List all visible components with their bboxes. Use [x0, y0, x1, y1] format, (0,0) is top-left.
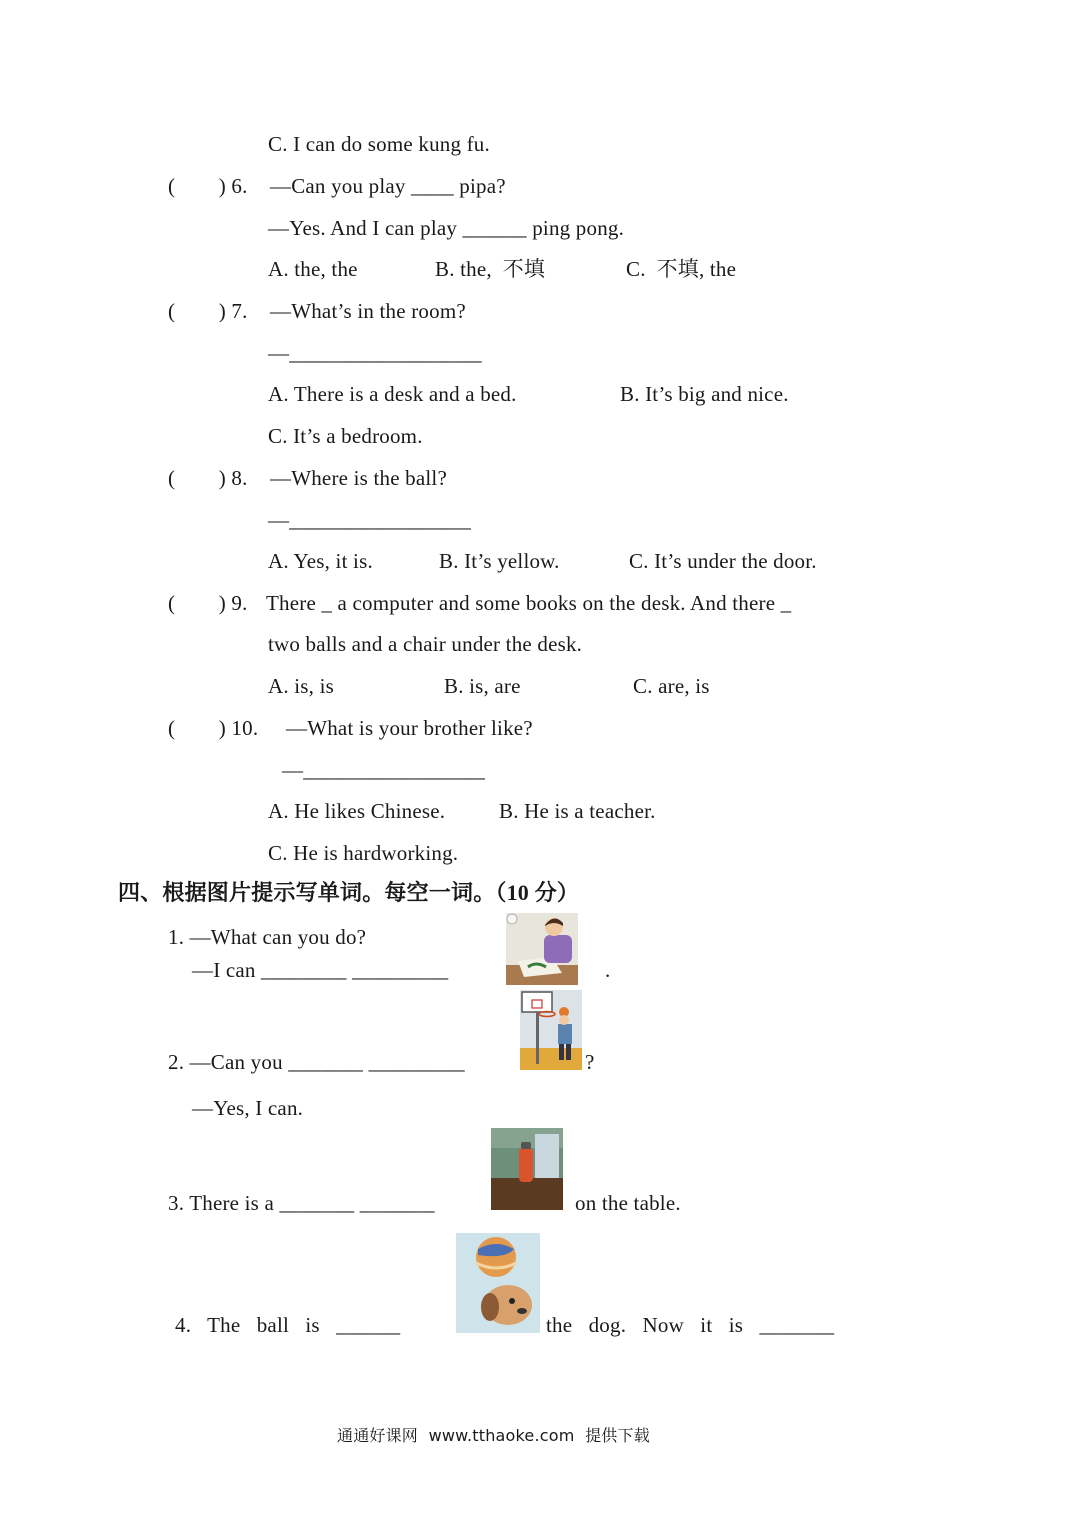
q8-bracket[interactable]: ( ) 8. — [168, 466, 248, 490]
q8-option-c: C. It’s under the door. — [629, 549, 817, 573]
q6-question: —Can you play ____ pipa? — [270, 174, 506, 198]
q9-option-a: A. is, is — [268, 674, 334, 698]
s4-item4-continuation[interactable]: the dog. Now it is _______ — [546, 1313, 835, 1337]
q10-option-a: A. He likes Chinese. — [268, 799, 446, 823]
q10-bracket[interactable]: ( ) 10. — [168, 716, 259, 740]
q10-answer-blank: —_________________ — [282, 758, 486, 782]
s4-item3-question[interactable]: 3. There is a _______ _______ — [168, 1191, 435, 1215]
s4-item2-question[interactable]: 2. —Can you _______ _________ — [168, 1050, 465, 1074]
water-bottle-picture — [491, 1128, 563, 1210]
q7-option-a: A. There is a desk and a bed. — [268, 382, 517, 406]
q10-option-c: C. He is hardworking. — [268, 841, 459, 865]
q8-option-a: A. Yes, it is. — [268, 549, 373, 573]
footer-source: 通通好课网 www.tthaoke.com 提供下载 — [337, 1426, 650, 1445]
q8-answer-blank: —_________________ — [268, 508, 472, 532]
q7-option-c: C. It’s a bedroom. — [268, 424, 423, 448]
q10-question: —What is your brother like? — [286, 716, 533, 740]
q7-bracket[interactable]: ( ) 7. — [168, 299, 248, 323]
q7-question: —What’s in the room? — [270, 299, 466, 323]
s4-item1-period: . — [605, 958, 611, 982]
q7-answer-blank: —__________________ — [268, 341, 482, 365]
q5-option-c: C. I can do some kung fu. — [268, 132, 490, 156]
q7-option-b: B. It’s big and nice. — [620, 382, 789, 406]
q6-bracket[interactable]: ( ) 6. — [168, 174, 248, 198]
s4-item2-reply: —Yes, I can. — [192, 1096, 304, 1120]
s4-item2-qmark: ? — [585, 1050, 595, 1074]
q9-bracket[interactable]: ( ) 9. — [168, 591, 248, 615]
section-4-heading: 四、根据图片提示写单词。每空一词。（10 分） — [118, 880, 580, 905]
ball-over-dog-picture — [456, 1233, 540, 1333]
q6-option-a: A. the, the — [268, 257, 358, 281]
q8-question: —Where is the ball? — [270, 466, 447, 490]
q8-option-b: B. It’s yellow. — [439, 549, 560, 573]
q6-option-c: C. 不填, the — [626, 257, 737, 281]
boy-drawing-picture — [506, 913, 578, 985]
q9-option-b: B. is, are — [444, 674, 521, 698]
q10-option-b: B. He is a teacher. — [499, 799, 656, 823]
s4-item3-ending: on the table. — [575, 1191, 681, 1215]
s4-item1-answer[interactable]: —I can ________ _________ — [192, 958, 449, 982]
s4-item4-question[interactable]: 4. The ball is ______ — [175, 1313, 401, 1337]
q9-question-line2: two balls and a chair under the desk. — [268, 632, 583, 656]
q9-question-line1: There _ a computer and some books on the desk. And there _ — [266, 591, 792, 615]
q6-option-b: B. the, 不填 — [435, 257, 546, 281]
basketball-picture — [520, 990, 582, 1070]
q6-response: —Yes. And I can play ______ ping pong. — [268, 216, 625, 240]
s4-item1-question: 1. —What can you do? — [168, 925, 367, 949]
q9-option-c: C. are, is — [633, 674, 710, 698]
